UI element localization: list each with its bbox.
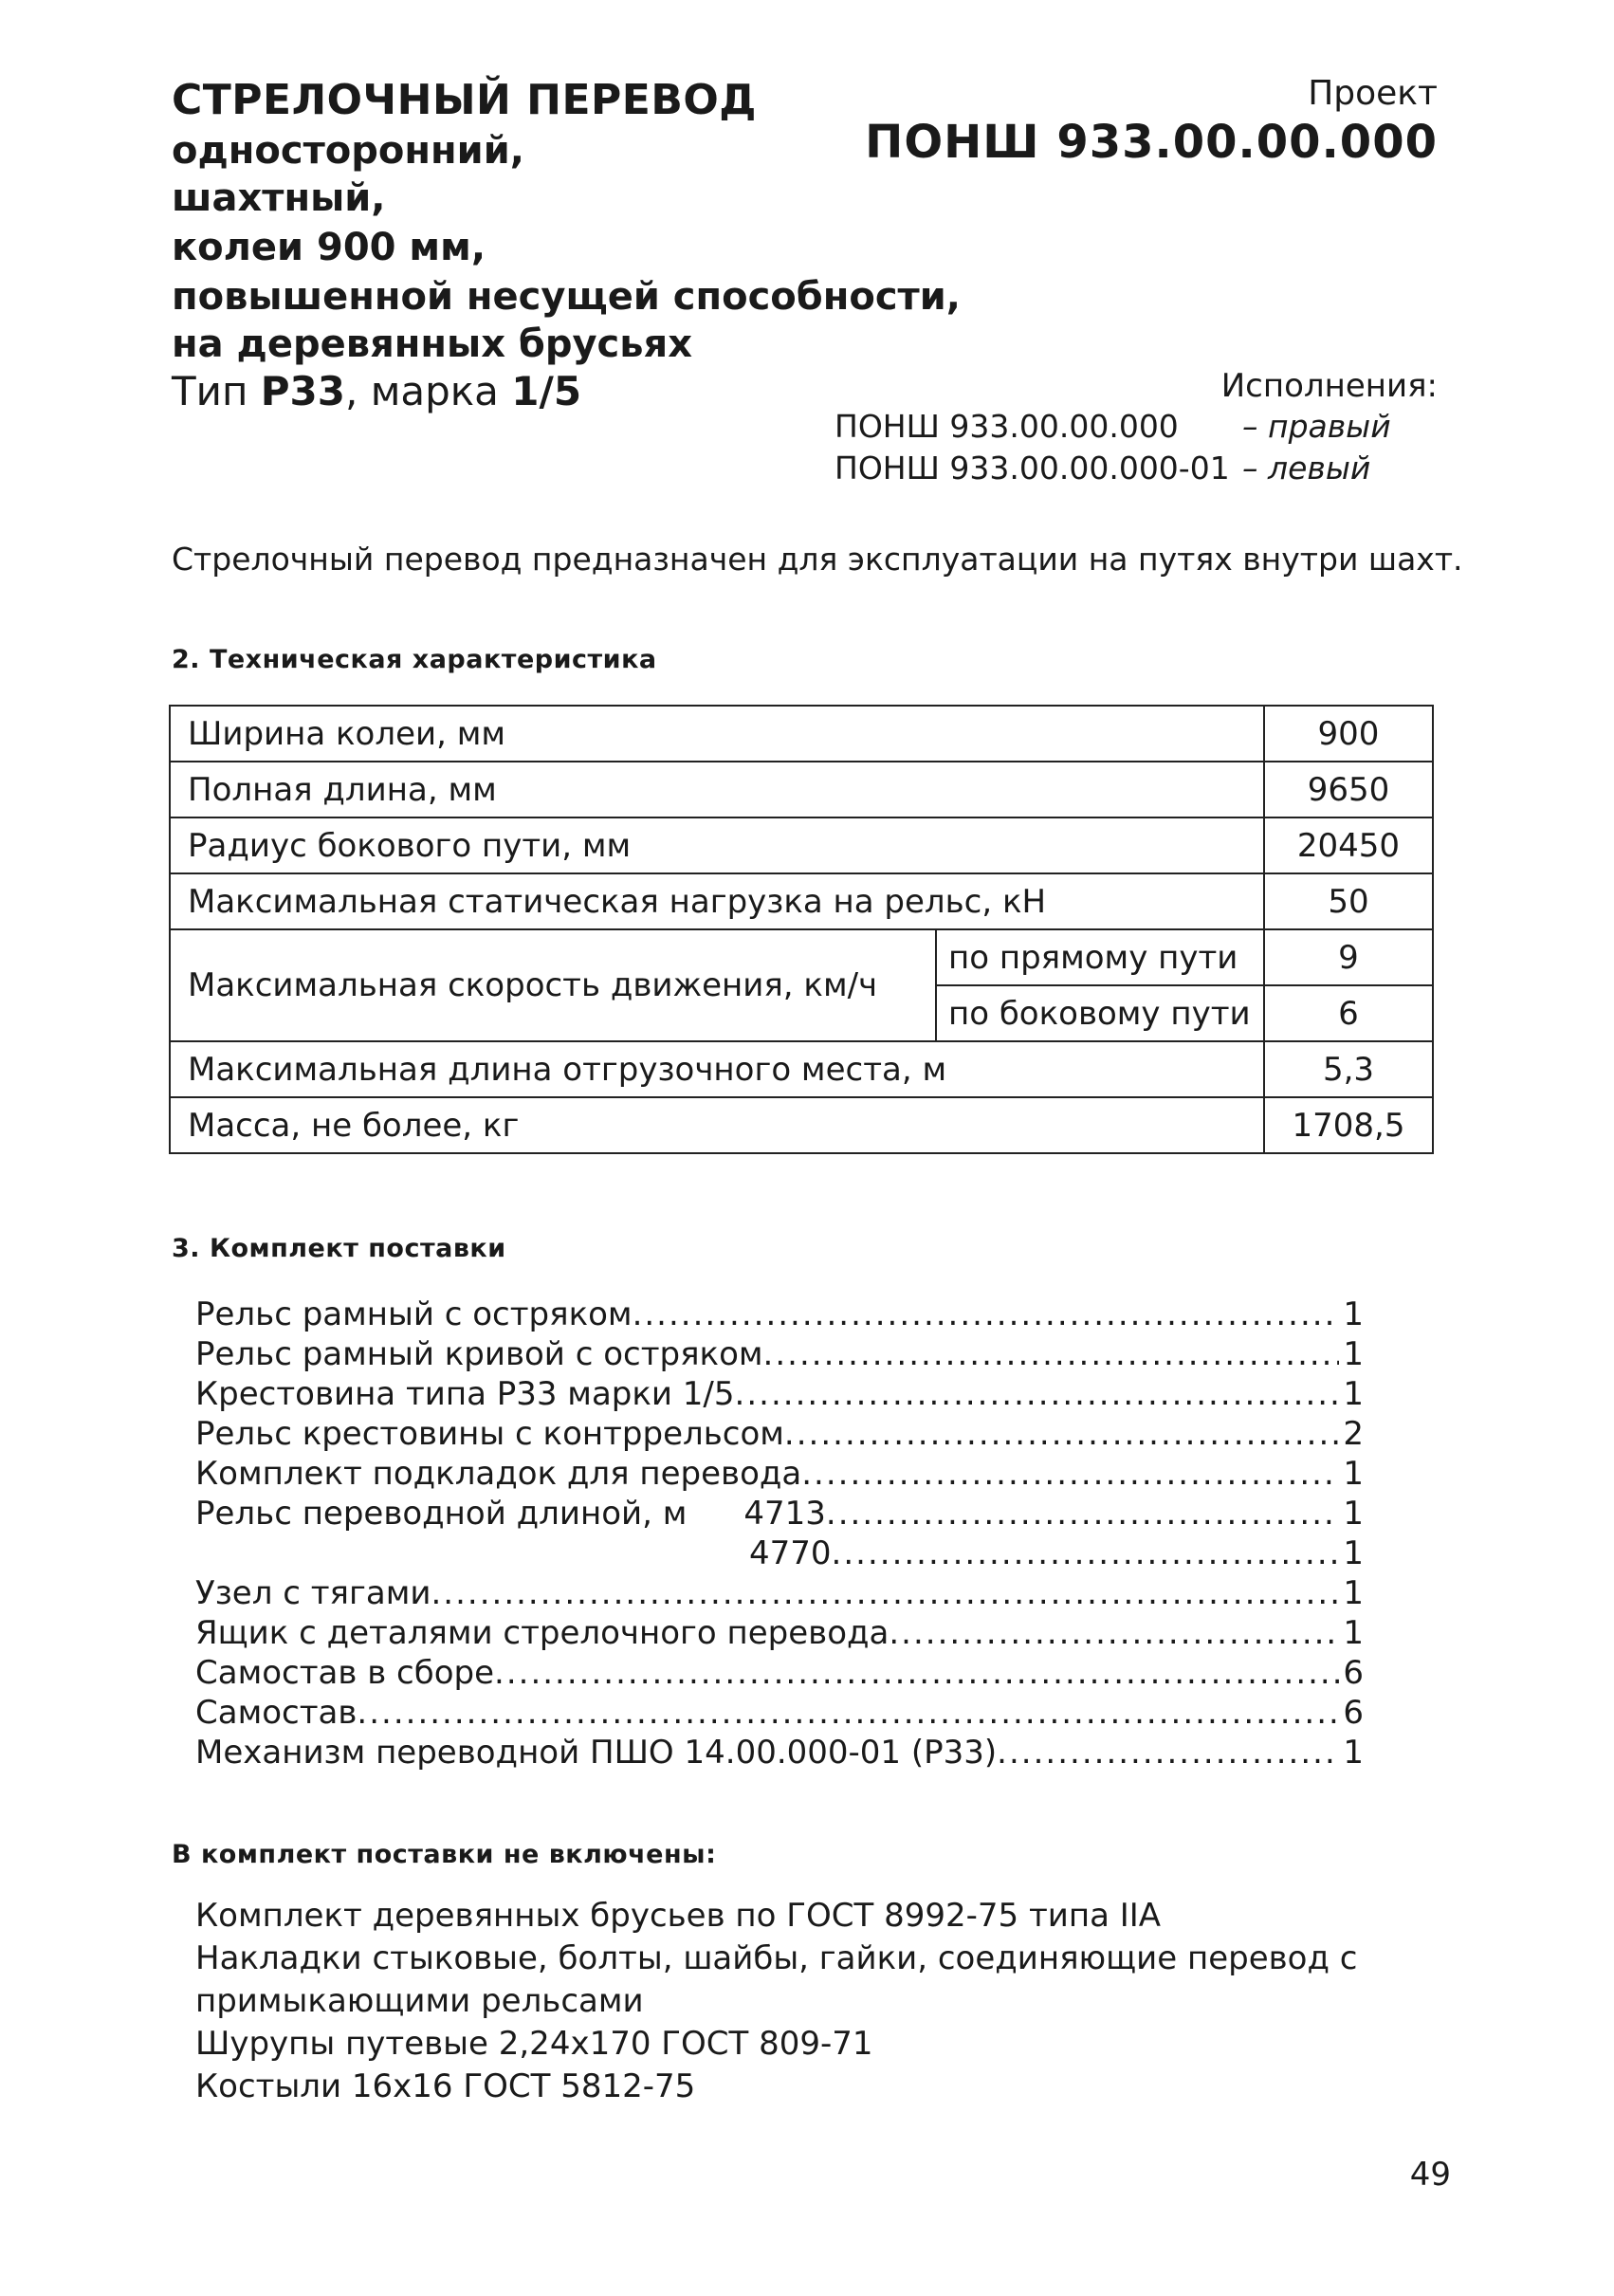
type-value: Р33 bbox=[260, 368, 345, 414]
list-item bbox=[195, 1733, 1364, 1773]
kit-item-qty: 1 bbox=[1343, 1614, 1364, 1652]
leader-dots bbox=[801, 1454, 1339, 1494]
kit-item-label: Крестовина типа Р33 марки 1/5 bbox=[195, 1375, 735, 1413]
kit-item-qty: 1 bbox=[1343, 1574, 1364, 1612]
kit-item-label: Комплект подкладок для перевода bbox=[195, 1455, 802, 1493]
table-row bbox=[170, 873, 1433, 929]
kit-item-qty: 1 bbox=[1343, 1375, 1364, 1413]
leader-dots bbox=[357, 1693, 1339, 1733]
kit-item-label-with-length bbox=[195, 1494, 826, 1534]
tech-label: Максимальная статическая нагрузка на рельс, кН bbox=[170, 873, 1264, 929]
tech-label: Ширина колеи, мм bbox=[170, 706, 1264, 762]
title-line-1: односторонний, bbox=[172, 129, 524, 173]
list-item bbox=[195, 1295, 1364, 1334]
excluded-list bbox=[195, 1895, 1358, 2108]
list-item bbox=[195, 1414, 1364, 1454]
speed-side-label: по боковому пути bbox=[936, 985, 1264, 1041]
kit-item-qty: 1 bbox=[1343, 1335, 1364, 1373]
speed-label: Максимальная скорость движения, км/ч bbox=[170, 929, 936, 1041]
title-line-5: на деревянных брусьях bbox=[172, 322, 693, 366]
variant-right bbox=[835, 408, 1391, 445]
kit-item-label: Рельс крестовины с контррельсом bbox=[195, 1415, 784, 1453]
variant-code: ПОНШ 933.00.00.000-01 bbox=[835, 450, 1230, 487]
leader-dots bbox=[997, 1733, 1339, 1773]
leader-dots bbox=[832, 1534, 1339, 1573]
kit-item-qty: 1 bbox=[1343, 1455, 1364, 1493]
table-row bbox=[170, 762, 1433, 817]
leader-dots bbox=[763, 1334, 1339, 1374]
table-row bbox=[170, 1097, 1433, 1153]
excluded-heading: В комплект поставки не включены: bbox=[172, 1840, 717, 1869]
speed-straight-label: по прямому пути bbox=[936, 929, 1264, 985]
kit-item-label: Ящик с деталями стрелочного перевода bbox=[195, 1614, 890, 1652]
tech-label: Полная длина, мм bbox=[170, 762, 1264, 817]
tech-value: 1708,5 bbox=[1264, 1097, 1433, 1153]
table-row bbox=[170, 929, 1433, 985]
kit-item-label: Самостав bbox=[195, 1694, 358, 1732]
leader-dots bbox=[826, 1494, 1339, 1534]
list-item bbox=[195, 1653, 1364, 1693]
kit-item-label: Рельс рамный кривой с остряком bbox=[195, 1335, 763, 1373]
project-code: ПОНШ 933.00.00.000 bbox=[865, 116, 1438, 169]
kit-list bbox=[195, 1295, 1364, 1773]
kit-item-qty: 6 bbox=[1343, 1694, 1364, 1732]
tech-value: 20450 bbox=[1264, 817, 1433, 873]
kit-item-label: Узел с тягами bbox=[195, 1574, 431, 1612]
list-item bbox=[195, 1573, 1364, 1613]
kit-item-qty: 6 bbox=[1343, 1654, 1364, 1692]
tech-value: 9650 bbox=[1264, 762, 1433, 817]
leader-dots bbox=[889, 1613, 1339, 1653]
list-item bbox=[195, 1334, 1364, 1374]
kit-item-length: 4713 bbox=[743, 1495, 826, 1533]
list-item: Шурупы путевые 2,24х170 ГОСТ 809-71 bbox=[195, 2025, 873, 2063]
list-item bbox=[195, 1374, 1364, 1414]
list-item: Комплект деревянных брусьев по ГОСТ 8992-75 типа IIА bbox=[195, 1897, 1162, 1935]
table-row bbox=[170, 1041, 1433, 1097]
list-item: примыкающими рельсами bbox=[195, 1982, 644, 2020]
kit-item-qty: 1 bbox=[1343, 1295, 1364, 1333]
type-prefix: Тип bbox=[172, 368, 261, 414]
mark-value: 1/5 bbox=[511, 368, 582, 414]
tech-label: Масса, не более, кг bbox=[170, 1097, 1264, 1153]
title-line-4: повышенной несущей способности, bbox=[172, 275, 961, 319]
speed-side-value: 6 bbox=[1264, 985, 1433, 1041]
variant-code: ПОНШ 933.00.00.000 bbox=[835, 408, 1179, 445]
type-mark-line bbox=[172, 368, 581, 414]
kit-heading: 3. Комплект поставки bbox=[172, 1234, 506, 1263]
variant-side: – правый bbox=[1242, 408, 1391, 445]
title-line-2: шахтный, bbox=[172, 176, 386, 220]
kit-item-qty: 1 bbox=[1343, 1534, 1364, 1572]
kit-item-label: Рельс переводной длиной, м bbox=[195, 1495, 688, 1533]
list-item bbox=[195, 1534, 1364, 1573]
kit-item-qty: 2 bbox=[1343, 1415, 1364, 1453]
tech-table bbox=[169, 705, 1434, 1154]
tech-value: 50 bbox=[1264, 873, 1433, 929]
kit-item-label: Рельс рамный с остряком bbox=[195, 1295, 633, 1333]
leader-dots bbox=[431, 1573, 1339, 1613]
page-number: 49 bbox=[1409, 2156, 1451, 2194]
variants-label: Исполнения: bbox=[1220, 367, 1438, 405]
list-item bbox=[195, 1454, 1364, 1494]
tech-value: 900 bbox=[1264, 706, 1433, 762]
intro-text: Стрелочный перевод предназначен для эксплуатации на путях внутри шахт. bbox=[172, 541, 1463, 578]
leader-dots bbox=[633, 1295, 1339, 1334]
kit-item-label: Самостав в сборе bbox=[195, 1654, 495, 1692]
list-item bbox=[195, 1613, 1364, 1653]
tech-label: Радиус бокового пути, мм bbox=[170, 817, 1264, 873]
mark-sep: , марка bbox=[345, 368, 512, 414]
list-item: Накладки стыковые, болты, шайбы, гайки, соединяющие перевод с bbox=[195, 1939, 1358, 1977]
tech-heading: 2. Техническая характеристика bbox=[172, 645, 657, 674]
leader-dots bbox=[735, 1374, 1339, 1414]
variant-side: – левый bbox=[1242, 450, 1371, 487]
tech-value: 5,3 bbox=[1264, 1041, 1433, 1097]
list-item bbox=[195, 1494, 1364, 1534]
variant-left bbox=[835, 450, 1370, 487]
kit-item-label: Механизм переводной ПШО 14.00.000-01 (Р33) bbox=[195, 1734, 998, 1772]
kit-item-length: 4770 bbox=[749, 1534, 832, 1572]
table-row bbox=[170, 817, 1433, 873]
kit-item-qty: 1 bbox=[1343, 1734, 1364, 1772]
kit-item-qty: 1 bbox=[1343, 1495, 1364, 1533]
project-label: Проект bbox=[1308, 74, 1438, 113]
leader-dots bbox=[784, 1414, 1339, 1454]
leader-dots bbox=[494, 1653, 1339, 1693]
speed-straight-value: 9 bbox=[1264, 929, 1433, 985]
list-item: Костыли 16х16 ГОСТ 5812-75 bbox=[195, 2067, 696, 2105]
document-title: СТРЕЛОЧНЫЙ ПЕРЕВОД bbox=[172, 76, 757, 124]
list-item bbox=[195, 1693, 1364, 1733]
title-line-3: колеи 900 мм, bbox=[172, 226, 486, 269]
table-row bbox=[170, 706, 1433, 762]
tech-label: Максимальная длина отгрузочного места, м bbox=[170, 1041, 1264, 1097]
